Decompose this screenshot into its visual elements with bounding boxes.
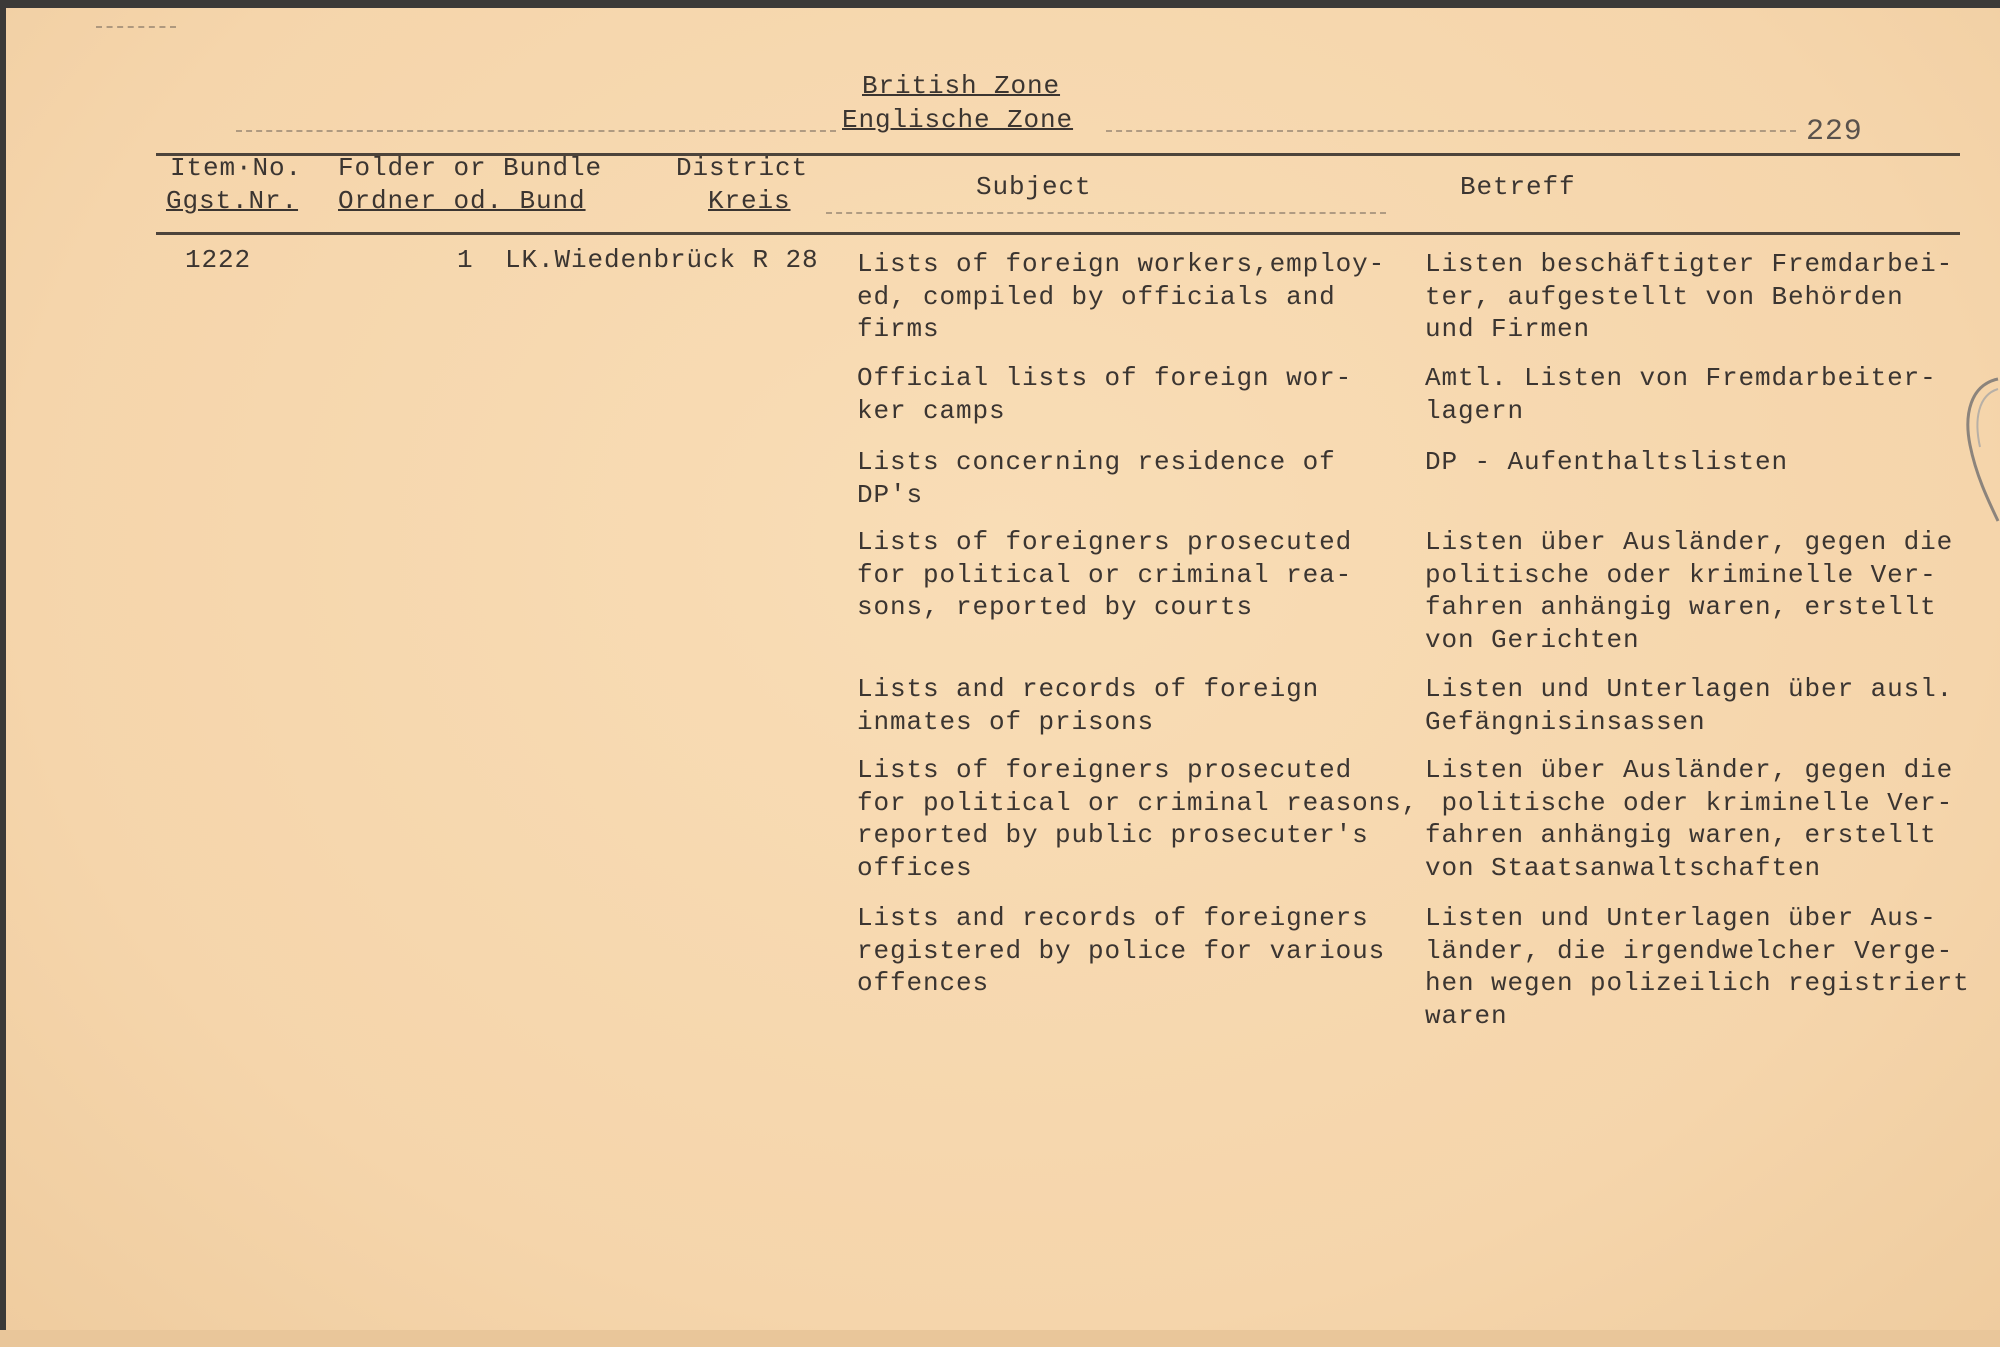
betreff-text: Listen über Ausländer, gegen die politische oder kriminelle Ver- fahren anhängig waren, erstellt von Staatsanwaltschaften [1425, 755, 1954, 883]
subject-text: Lists and records of foreign inmates of prisons [857, 674, 1320, 737]
subject-text: Lists and records of foreigners registered by police for various offences [857, 903, 1386, 998]
dotted-line [826, 212, 1386, 214]
betreff-text: Listen und Unterlagen über Aus- länder, die irgendwelcher Verge- hen wegen polizeilich registriert waren [1425, 903, 1970, 1031]
subject-text: Official lists of foreign wor- ker camps [857, 363, 1353, 426]
col-district-de: Kreis [708, 186, 791, 216]
district-name: LK.Wiedenbrück R 28 [505, 245, 819, 275]
betreff-text: Listen über Ausländer, gegen die politische oder kriminelle Ver- fahren anhängig waren, erstellt von Gerichten [1425, 527, 1954, 655]
col-betreff: Betreff [1460, 172, 1576, 202]
dotted-line [1106, 130, 1796, 132]
paper-clip-icon [1960, 375, 2000, 525]
subject-text: Lists of foreign workers,employ- ed, compiled by officials and firms [857, 249, 1386, 344]
col-district-en: District [676, 153, 809, 183]
page-number: 229 [1806, 115, 1863, 149]
col-subject: Subject [976, 172, 1092, 202]
col-folder-de: Ordner od. Bund [338, 186, 586, 216]
subject-text: Lists of foreigners prosecuted for political or criminal reasons, reported by public prosecuter's offices [857, 755, 1419, 883]
dotted-line [236, 130, 836, 132]
item-number: 1222 [185, 245, 252, 275]
page-bottom-edge [0, 1330, 2000, 1347]
zone-title-de: Englische Zone [842, 105, 1074, 135]
document-page [6, 8, 2000, 1340]
col-item-no-en: Item·No. [170, 153, 303, 183]
folder-number: 1 [457, 245, 474, 275]
faint-mark [96, 26, 176, 28]
betreff-text: Listen beschäftigter Fremdarbei- ter, aufgestellt von Behörden und Firmen [1425, 249, 1954, 344]
subject-text: Lists of foreigners prosecuted for political or criminal rea- sons, reported by courts [857, 527, 1353, 622]
subject-text: Lists concerning residence of DP's [857, 447, 1336, 510]
betreff-text: Amtl. Listen von Fremdarbeiter- lagern [1425, 363, 1937, 426]
zone-title-en: British Zone [862, 71, 1061, 101]
betreff-text: DP - Aufenthaltslisten [1425, 447, 1789, 477]
header-bottom-rule [156, 232, 1960, 235]
col-item-no-de: Ggst.Nr. [166, 186, 299, 216]
col-folder-en: Folder or Bundle [338, 153, 603, 183]
betreff-text: Listen und Unterlagen über ausl. Gefängnisinsassen [1425, 674, 1954, 737]
